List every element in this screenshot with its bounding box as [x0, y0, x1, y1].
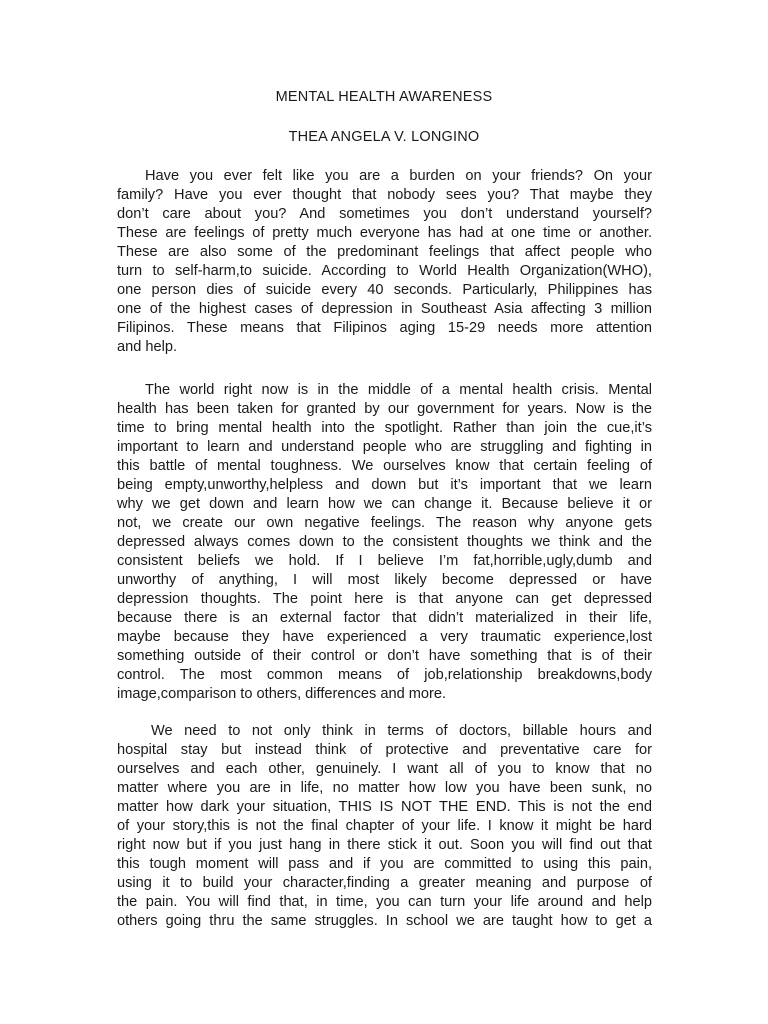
paragraph-line: being empty,unworthy,helpless and down but it’s important that we learn [117, 477, 652, 493]
paragraph-line: consistent beliefs we hold. If I believe I’m fat,horrible,ugly,dumb and [117, 553, 652, 569]
document-title: MENTAL HEALTH AWARENESS [275, 89, 493, 105]
paragraph-line: unworthy of anything, I will most likely become depressed or have [117, 572, 652, 588]
paragraph-line: depression thoughts. The point here is that anyone can get depressed [117, 591, 652, 607]
paragraph-line: Filipinos. These means that Filipinos aging 15-29 needs more attention [117, 320, 652, 336]
paragraph-line: using it to build your character,finding a greater meaning and purpose of [117, 875, 652, 891]
paragraph-line: why we get down and learn how we can change it. Because believe it or [117, 496, 652, 512]
paragraph-line: right now but if you just hang in there stick it out. Soon you will find out that [117, 837, 652, 853]
paragraph-line: image,comparison to others, differences and more. [117, 686, 447, 702]
paragraph-line: ourselves and each other, genuinely. I want all of you to know that no [117, 761, 652, 777]
paragraph-line: The world right now is in the middle of a mental health crisis. Mental [145, 382, 652, 398]
document-author: THEA ANGELA V. LONGINO [288, 129, 480, 145]
paragraph-line: maybe because they have experienced a very traumatic experience,lost [117, 629, 652, 645]
paragraph-1 [117, 167, 652, 357]
paragraph-line: These are also some of the predominant feelings that affect people who [117, 244, 652, 260]
paragraph-line: matter how dark your situation, THIS IS NOT THE END. This is not the end [117, 799, 652, 815]
paragraph-line: don’t care about you? And sometimes you don’t understand yourself? [117, 206, 652, 222]
paragraph-line: because there is an external factor that didn’t materialized in their life, [117, 610, 652, 626]
paragraph-line: something outside of their control or don’t have something that is of their [117, 648, 652, 664]
paragraph-line: matter where you are in life, no matter how low you have been sunk, no [117, 780, 652, 796]
paragraph-line: others going thru the same struggles. In school we are taught how to get a [117, 913, 652, 929]
paragraph-line: hospital stay but instead think of protective and preventative care for [117, 742, 652, 758]
paragraph-line: of your story,this is not the final chapter of your life. I know it might be hard [117, 818, 652, 834]
paragraph-3 [117, 722, 652, 931]
paragraph-line: We need to not only think in terms of doctors, billable hours and [151, 723, 652, 739]
paragraph-line: Have you ever felt like you are a burden on your friends? On your [145, 168, 652, 184]
paragraph-2 [117, 381, 652, 704]
paragraph-line: and help. [117, 339, 178, 355]
paragraph-line: one person dies of suicide every 40 seconds. Particularly, Philippines has [117, 282, 652, 298]
paragraph-line: health has been taken for granted by our government for years. Now is the [117, 401, 652, 417]
paragraph-line: the pain. You will find that, in time, you can turn your life around and help [117, 894, 652, 910]
paragraph-line: These are feelings of pretty much everyone has had at one time or another. [117, 225, 652, 241]
paragraph-line: family? Have you ever thought that nobody sees you? That maybe they [117, 187, 652, 203]
paragraph-line: time to bring mental health into the spotlight. Rather than join the cue,it’s [117, 420, 652, 436]
paragraph-line: one of the highest cases of depression in Southeast Asia affecting 3 million [117, 301, 652, 317]
paragraph-line: this battle of mental toughness. We ourselves know that certain feeling of [117, 458, 652, 474]
paragraph-line: control. The most common means of job,relationship breakdowns,body [117, 667, 652, 683]
paragraph-line: not, we create our own negative feelings. The reason why anyone gets [117, 515, 652, 531]
paragraph-line: depressed always comes down to the consistent thoughts we think and the [117, 534, 652, 550]
paragraph-line: this tough moment will pass and if you are committed to using this pain, [117, 856, 652, 872]
paragraph-line: important to learn and understand people who are struggling and fighting in [117, 439, 652, 455]
paragraph-line: turn to self-harm,to suicide. According to World Health Organization(WHO), [117, 263, 652, 279]
